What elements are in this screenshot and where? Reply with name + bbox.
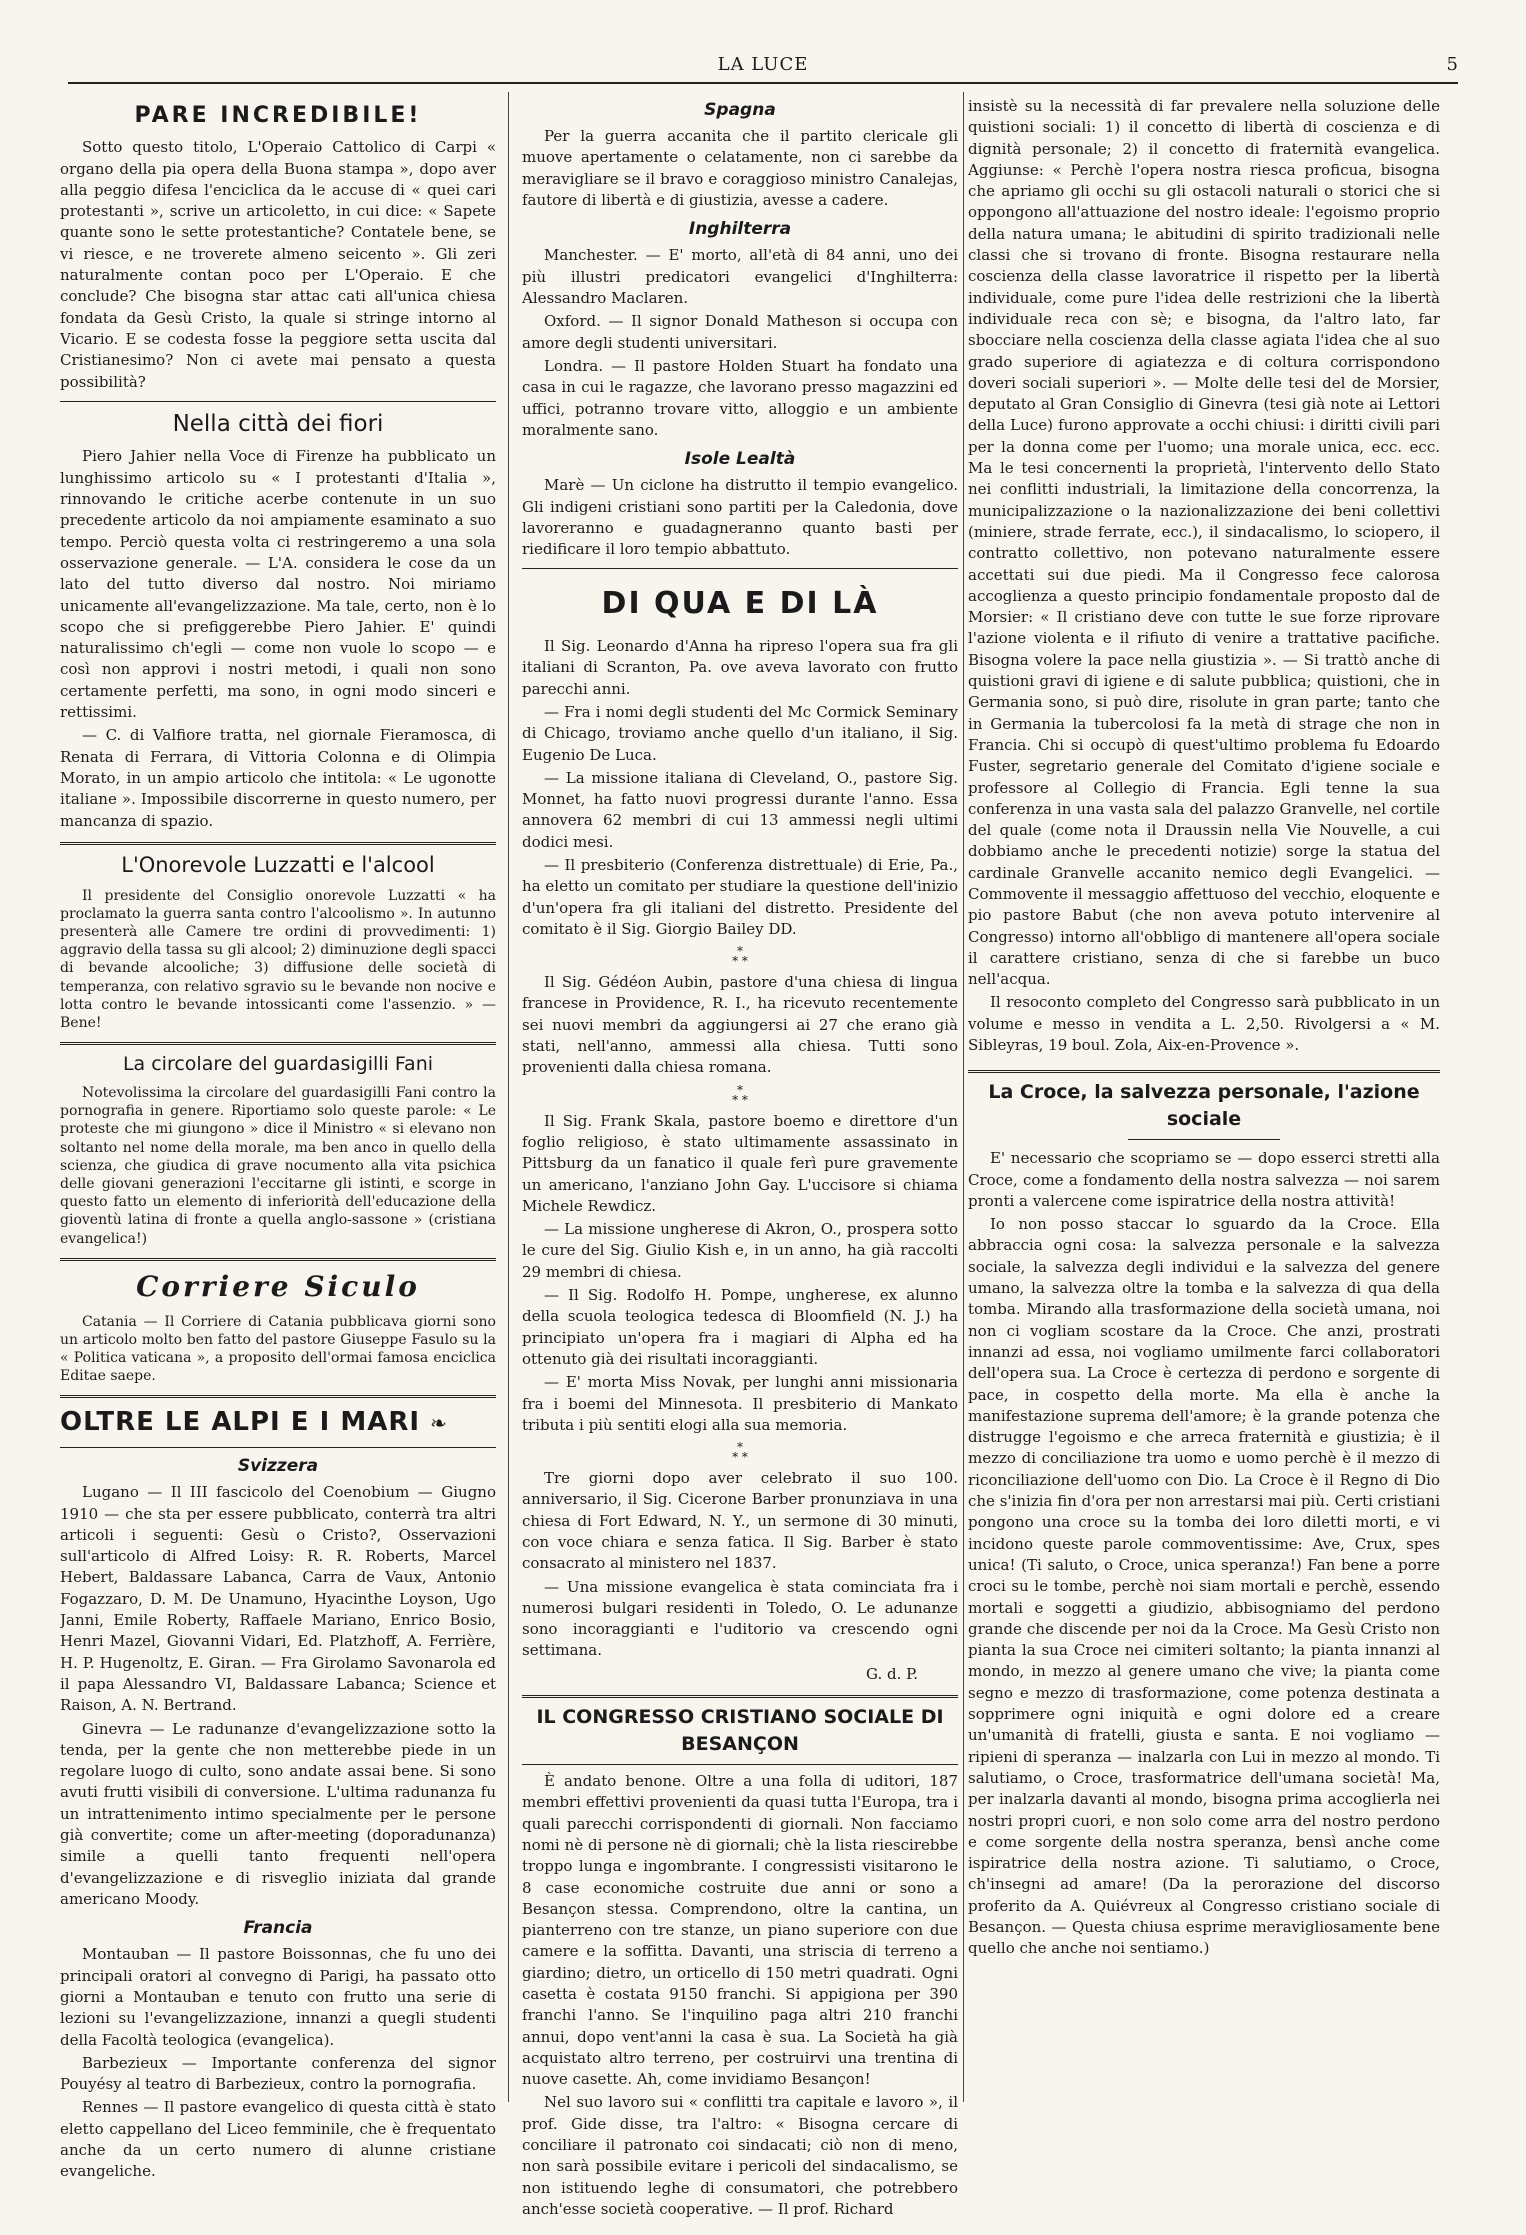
paragraph: — Il Sig. Rodolfo H. Pompe, ungherese, ex alunno della scuola teologica tedesca di Bloomfield (N. J.) ha principiato un'opera fra i magiari di Alpha ed ha ottenuto già dei risultati incoraggianti. [522, 1286, 958, 1368]
newspaper-title: LA LUCE [717, 54, 809, 75]
paragraph: Io non posso staccar lo sguardo da la Croce. Ella abbraccia ogni cosa: la salvezza personale e la salvezza sociale, la salvezza degli individui e la salvezza del genere umano, la salvezza oltre la tomba e la salvezza di qua della tomba. Mirando alla trasformazione della società umana, noi non ci vogliam scostare da la Croce. Che anzi, prostrati innanzi ad essa, noi vogliamo umilmente farci collaboratori dell'opera sua. La Croce è certezza di perdono e sorgente di pace, in cospetto della morte. Ma ella è anche la manifestazione suprema dell'amore; è la grande potenza che distrugge l'egoismo e che arreca fraternità e giustizia; è il mezzo di conciliazione tra uomo e uomo perchè è il mezzo di riconciliazione dell'uomo con Dio. La Croce è il Regno di Dio che s'inizia fin d'ora per non arrestarsi mai più. Certi cristiani pongono una croce su la tomba dei loro diletti morti, e vi incidono queste parole commoventissime: Ave, Crux, spes unica! (Ti saluto, o Croce, unica speranza!) Fan bene a porre croci su le tombe, perchè noi siam mortali e perchè, essendo mortali e soggetti a giudizio, abbisogniamo del perdono grande che discende per noi da la Croce. Ma Gesù Cristo non pianta la sua Croce nei cimiteri soltanto; la pianta innanzi al mondo, in mezzo al genere umano che vive; la pianta come segno e mezzo di trasformazione, come potenza destinata a sopprimere ogni iniquità e ogni dolore ed a creare un'umanità di fratelli, giusta e santa. E noi vogliamo — ripieni di speranza — inalzarla con Lui in mezzo al mondo. Ti salutiamo, o Croce, trasformatrice dell'umana società! Ma, per inalzarla davanti al mondo, bisogna prima accoglierla nei nostri propri cuori, e non solo come arra del nostro perdono e come sorgente della nostra speranza, bensì anche come ispiratrice della nostra azione. Ti salutiamo, o Croce, ch'insegni ad amare! (Da la perorazione del discorso proferito da A. Quiévreux al Congresso cristiano sociale di Besançon. — Questa chiusa esprime meravigliosamente bene quello che anche noi sentiamo.) [968, 1215, 1440, 1958]
section-title: Corriere Siculo [136, 1269, 420, 1303]
divider [60, 1258, 496, 1261]
paragraph: — La missione italiana di Cleveland, O., pastore Sig. Monnet, ha fatto nuovi progressi durante l'anno. Essa annovera 62 membri di cui 13 ammessi negli ultimi dodici mesi. [522, 768, 958, 851]
paragraph: Il Sig. Frank Skala, pastore boemo e direttore d'un foglio religioso, è stato ultimamente assassinato in Pittsburg da un fanatico il quale ferì pure gravemente un americano, l'anziano John Gay. L'uccisore si chiama Michele Rewdicz. [522, 1111, 958, 1215]
page-header [68, 52, 1458, 80]
divider [522, 1695, 958, 1698]
paragraph: E' necessario che scopriamo se — dopo esserci stretti alla Croce, come a fondamento della nostra salvezza — noi sarem pronti a valercene come ispiratrice della nostra attività! [968, 1149, 1440, 1210]
paragraph: Ginevra — Le radunanze d'evangelizzazione sotto la tenda, per la gente che non metterebbe piede in un regolare luogo di culto, sono andate assai bene. Si sono avuti frutti visibili di conversione. L'ultima radunanza fu un intrattenimento intimo specialmente per le persone già convertite; come un after-meeting (doporadunanza) simile a quelli tanto frequenti nell'opera d'evangelizzazione e di risveglio iniziata dal grande americano Moody. [60, 1719, 496, 1908]
column-1 [60, 96, 496, 2185]
section-title: IL CONGRESSO CRISTIANO SOCIALE DI BESANÇON [536, 1706, 944, 1756]
paragraph: Lugano — Il III fascicolo del Coenobium — Giugno 1910 — che sta per essere pubblicato, conterrà tra altri articoli i seguenti: Gesù o Cristo?, Osservazioni sull'articolo di Alfred Loisy: R. R. Roberts, Marcel Hebert, Baldassare Labanca, Carra de Vaux, Antonio Fogazzaro, D. M. De Unamuno, Hyacinthe Loyson, Ugo Janni, Emile Roberty, Raffaele Mariano, Enrico Bosio, Henri Mazel, Giovanni Vidari, Ed. Platzhoff, A. Ferrière, H. P. Hugenoltz, E. Giran. — Fra Girolamo Savonarola ed il papa Alessandro VI, Baldassare Labanca; Science et Raison, A. N. Bertrand. [60, 1483, 496, 1715]
divider [968, 1070, 1440, 1073]
paragraph: Londra. — Il pastore Holden Stuart ha fondato una casa in cui le ragazze, che lavorano presso magazzini ed uffici, potranno trovare vitto, alloggio e un ambiente moralmente sano. [522, 356, 958, 439]
paragraph: Manchester. — E' morto, all'età di 84 anni, uno dei più illustri predicatori evangelici d'Inghilterra: Alessandro Maclaren. [522, 246, 958, 308]
paragraph: Marè — Un ciclone ha distrutto il tempio evangelico. Gli indigeni cristiani sono partiti per la Caledonia, dove lavoreranno e guadagneranno quanto basti per riedificare il loro tempio abbattuto. [522, 476, 958, 559]
paragraph: Barbezieux — Importante conferenza del signor Pouyésy al teatro di Barbezieux, contro la pornografia. [60, 2053, 496, 2094]
paragraph: Montauban — Il pastore Boissonnas, che fu uno dei principali oratori al convegno di Parigi, ha passato otto giorni a Montauban e tenuto con frutto una serie di lezioni su l'evangelizzazione, innanzi a quegli studenti della Facoltà teologica (evangelica). [60, 1945, 496, 2049]
paragraph: Notevolissima la circolare del guardasigilli Fani contro la pornografia in genere. Riportiamo solo queste parole: « Le proteste che mi giungono » dice il Ministro « si elevano non soltanto nel nome della morale, ma ben anco in quello della scienza, che giudica di grave nocumento alla vita psichica delle giovani generazioni l'eccitarne gli istinti, e scorge in questo fatto un elemento di inferiorità dell'educazione della gioventù latina di fronte a quella anglo-sassone » (cristiana evangelica!) [60, 1085, 496, 1247]
divider [60, 1447, 496, 1448]
paragraph: — La missione ungherese di Akron, O., prospera sotto le cure del Sig. Giulio Kish e, in un anno, ha già raccolti 29 membri di chiesa. [522, 1220, 958, 1281]
paragraph: — Fra i nomi degli studenti del Mc Cormick Seminary di Chicago, troviamo anche quello d'un italiano, il Sig. Eugenio De Luca. [522, 702, 958, 764]
section-title: PARE INCREDIBILE! [134, 103, 422, 128]
divider [60, 1042, 496, 1045]
paragraph: Per la guerra accanita che il partito clericale gli muove apertamente o celatamente, non ci sarebbe da meravigliare se il bravo e coraggioso ministro Canalejas, fautore di libertà e di giustizia, avesse a cadere. [522, 127, 958, 210]
column-3 [968, 96, 1440, 1962]
column-divider [963, 92, 964, 2102]
paragraph: — E' morta Miss Novak, per lunghi anni missionaria fra i boemi del Minnesota. Il presbiterio di Mankato tributa i più sentiti elogi alla sua memoria. [522, 1373, 958, 1434]
subsection-title: Spagna [704, 100, 776, 120]
divider [1128, 1139, 1280, 1140]
subsection-title: Francia [243, 1918, 313, 1939]
paragraph: Rennes — Il pastore evangelico di questa città è stato eletto cappellano del Liceo femminile, che è frequentato anche da un certo numero di alunne cristiane evangeliche. [60, 2098, 496, 2181]
section-title: L'Onorevole Luzzatti e l'alcool [121, 852, 435, 877]
divider [522, 1764, 958, 1765]
divider [60, 842, 496, 845]
divider [60, 1395, 496, 1398]
paragraph: Piero Jahier nella Voce di Firenze ha pubblicato un lunghissimo articolo su « I protestanti d'Italia », rinnovando le critiche acerbe contenute in un suo precedente articolo da noi ampiamente esaminato a suo tempo. Perciò questa volta ci restringeremo a una sola osservazione generale. — L'A. considera le cose da un lato del tutto diverso dal nostro. Noi miriamo unicamente all'evangelizzazione. Ma tale, certo, non è lo scopo che si prefiggerebbe Piero Jahier. E' quindi naturalissimo ch'egli — come non vuole lo scopo — e così non approvi i nostri metodi, i quali non sono certamente perfetti, ma sono, in ogni modo sinceri e rettissimi. [60, 447, 496, 722]
paragraph: Tre giorni dopo aver celebrato il suo 100. anniversario, il Sig. Cicerone Barber pronunziava in una chiesa di Fort Edward, N. Y., un sermone di 30 minuti, con voce chiara e senza fatica. Il Sig. Barber è stato consacrato al ministero nel 1837. [522, 1469, 958, 1573]
asterism: * * * [732, 1440, 748, 1465]
paragraph: Oxford. — Il signor Donald Matheson si occupa con amore degli studenti universitari. [522, 312, 958, 352]
paragraph: insistè su la necessità di far prevalere nella soluzione delle quistioni sociali: 1) il concetto di libertà di coscienza e di dignità personale; 2) il concetto di fraternità evangelica. Aggiunse: « Perchè l'opera nostra riesca proficua, bisogna che apriamo gli occhi su gli ostacoli naturali o storici che si oppongono all'attuazione del nostro ideale: l'egoismo proprio della natura umana; le abitudini di spirito tradizionali nelle classi che si trovano di fronte. Bisogna restaurare nella coscienza della classe lavoratrice il rispetto per la libertà individuale, come pure l'idea delle restrizioni che la libertà individuale reca con sè; e bisogna, da l'altro lato, far sbocciare nella coscienza della classe agiata l'idea che al suo grado superiore di agiatezza e di coltura corrispondono doveri sociali superiori ». — Molte delle tesi del de Morsier, deputato al Gran Consiglio di Ginevra (tesi già note ai Lettori della Luce) furono approvate a occhi chiusi: i diritti civili pari per la donna come per l'uomo; una morale unica, ecc. ecc. Ma le tesi concernenti la proprietà, l'intervento dello Stato nei conflitti industriali, la limitazione della concorrenza, la municipalizzazione o la nazionalizzazione dei beni collettivi (miniere, strade ferrate, ecc.), il sindacalismo, lo sciopero, il contratto collettivo, non potevano naturalmente essere accettati sui due piedi. Ma il Congresso fece calorosa accoglienza a questo principio fondamentale proposto dal de Morsier: « Il cristiano deve con tutte le sue forze riprovare l'azione violenta e il rifiuto di venire a trattative pacifiche. Bisogna volere la pace nella giustizia ». — Si trattò anche di quistioni gravi di igiene e di salute pubblica; quistioni, che in Germania sono, si può dire, risolute in gran parte; tanto che in Germania la tubercolosi fa la metà di strage che non in Francia. Chi si occupò di quest'ultimo problema fu Edoardo Fuster, segretario generale del Comitato d'igiene sociale e professore al Collegio di Francia. Egli tenne la sua conferenza in una vasta sala del palazzo Granvelle, nel cortile del quale (come nota il Draussin nella Vie Nouvelle, a cui dobbiamo anche le precedenti notizie) sorge la statua del cardinale Granvelle accanito nemico degli Evangelici. — Commovente il messaggio affettuoso del vecchio, eloquente e pio pastore Babut (che non aveva potuto intervenire al Congresso) intorno all'obbligo di mantenere all'opera sociale il carattere cristiano, senza di che si farebbe un buco nell'acqua. [968, 97, 1440, 989]
paragraph: Sotto questo titolo, L'Operaio Cattolico di Carpi « organo della pia opera della Buona stampa », dopo aver alla peggio difesa l'enciclica da le accuse di « quei cari protestanti », scrive un articoletto, in cui dice: « Sapete quante sono le sette protestantiche? Contatele bene, se vi riesce, e ne troverete almeno seicento ». Gli zeri naturalmente contan poco per L'Operaio. E che conclude? Che bisogna star attac cati all'unica chiesa fondata da Gesù Cristo, la quale si stringe intorno al Vicario. E se codesta fosse la peggiore setta uscita dal Cristianesimo? Non ci avete mai pensato a questa possibilità? [60, 138, 496, 391]
paragraph: Il Sig. Leonardo d'Anna ha ripreso l'opera sua fra gli italiani di Scranton, Pa. ove aveva lavorato con frutto parecchi anni. [522, 637, 958, 698]
section-title-text: OLTRE LE ALPI E I MARI [60, 1407, 421, 1438]
paragraph: Il presidente del Consiglio onorevole Luzzatti « ha proclamato la guerra santa contro l'alcoolismo ». In autunno presenterà alle Camere tre ordini di provvedimenti: 1) aggravio della tassa su gli alcool; 2) diminuzione degli spacci di bevande alcooliche; 3) diffusione delle società di temperanza, con relativo sgravio su le bevande non nocive e lotta contro le bevande intossicanti come l'assenzio. » — Bene! [60, 887, 496, 1031]
subsection-title: Inghilterra [688, 219, 792, 240]
divider [522, 568, 958, 569]
paragraph: Nel suo lavoro sui « conflitti tra capitale e lavoro », il prof. Gide disse, tra l'altro: « Bisogna cercare di conciliare il patronato coi sindacati; ciò non di meno, non sarà possibile evitare i pericoli del sindacalismo, se non istituendo leghe di consumatori, che potrebbero anch'esse società cooperative. — Il prof. Richard [522, 2093, 958, 2218]
section-title [60, 1404, 496, 1441]
paragraph: — Una missione evangelica è stata cominciata fra i numerosi bulgari residenti in Toledo, O. Le adunanze sono incoraggianti e l'uditorio va crescendo ogni settimana. [522, 1577, 958, 1660]
subsection-title: Isole Lealtà [684, 449, 796, 470]
section-title: Nella città dei fiori [172, 410, 384, 437]
column-2 [522, 96, 958, 2222]
signature: G. d. P. [866, 1664, 918, 1683]
page-number: 5 [1446, 54, 1458, 75]
paragraph: Il Sig. Gédéon Aubin, pastore d'una chiesa di lingua francese in Providence, R. I., ha ricevuto recentemente sei nuovi membri da aggiungersi ai 27 che erano già stati, nell'anno, ammessi alla chiesa. Tutti sono provenienti dalla chiesa romana. [522, 973, 958, 1077]
header-rule [68, 82, 1458, 84]
paragraph: — C. di Valfiore tratta, nel giornale Fieramosca, di Renata di Ferrara, di Vittoria Colonna e di Olimpia Morato, in un ampio articolo che intitola: « Le ugonotte italiane ». Impossibile discorrerne in questo numero, per mancanza di spazio. [60, 726, 496, 830]
paragraph: — Il presbiterio (Conferenza distrettuale) di Erie, Pa., ha eletto un comitato per studiare la questione dell'inizio d'un'opera fra gli italiani del distretto. Presidente del comitato è il Sig. Giorgio Bailey DD. [522, 855, 958, 938]
section-title: La circolare del guardasigilli Fani [122, 1053, 434, 1076]
paragraph: Il resoconto completo del Congresso sarà pubblicato in un volume e messo in vendita a L. 2,50. Rivolgersi a « M. Sibleyras, 19 boul. Zola, Aix-en-Provence ». [968, 993, 1440, 1055]
paragraph: Catania — Il Corriere di Catania pubblicava giorni sono un articolo molto ben fatto del pastore Giuseppe Fasulo su la « Politica vaticana », a proposito dell'ormai famosa enciclica Editae saepe. [60, 1313, 496, 1385]
subsection-title: Svizzera [237, 1456, 319, 1477]
swallow-icon: ❧ [430, 1411, 448, 1436]
asterism: * * * [732, 944, 748, 969]
divider [60, 401, 496, 402]
column-divider [508, 92, 509, 2102]
section-title: La Croce, la salvezza personale, l'azione sociale [988, 1081, 1420, 1131]
asterism: * * * [732, 1082, 748, 1107]
paragraph: È andato benone. Oltre a una folla di uditori, 187 membri effettivi provenienti da quasi tutta l'Europa, tra i quali parecchi corrispondenti di giornali. Non facciamo nomi nè di persone nè di giornali; chè la lista riescirebbe troppo lunga e ingombrante. I congressisti visitarono le 8 case economiche costruite due anni or sono a Besançon stessa. Comprendono, oltre la cantina, un pianterreno con tre stanze, un piano superiore con due camere e la soffitta. Davanti, una striscia di terreno a giardino; dietro, un orticello di 150 metri quadrati. Ogni casetta è costata 9150 franchi. Si appigiona per 390 franchi l'anno. Se l'inquilino paga altri 210 franchi annui, dopo vent'anni la casa è sua. La Società ha già acquistato altro terreno, per costruirvi una trentina di nuove casette. Ah, come invidiamo Besançon! [522, 1772, 958, 2089]
section-title: DI QUA E DI LÀ [601, 586, 879, 622]
